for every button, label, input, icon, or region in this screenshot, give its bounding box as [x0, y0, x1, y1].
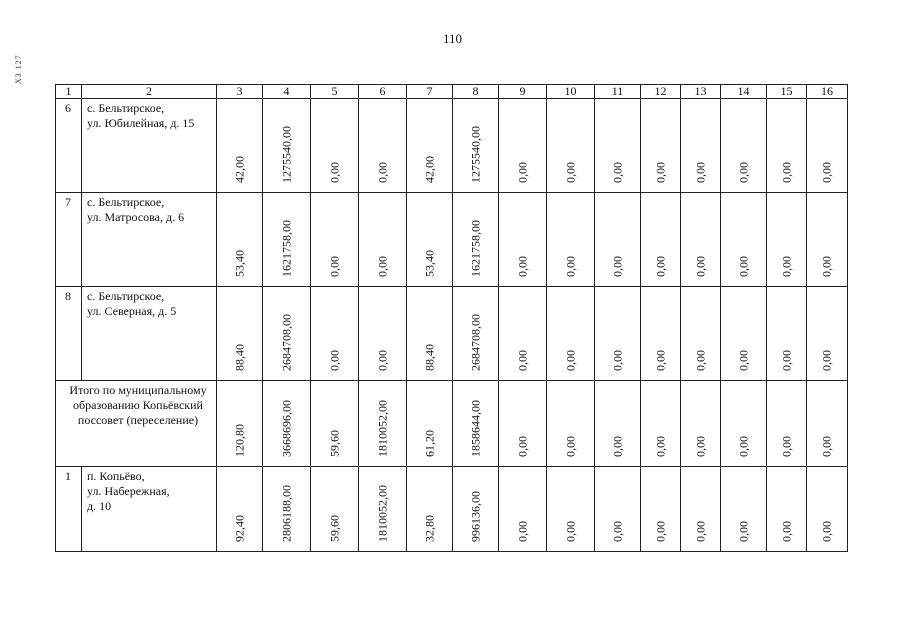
value-cell: 53,40	[422, 250, 436, 277]
value-cell: 88,40	[422, 344, 436, 371]
address-line: ул. Набережная,	[87, 484, 170, 498]
value-cell: 0,00	[327, 162, 341, 183]
value-cell: 0,00	[693, 256, 707, 277]
side-stamp-mark: ХЗ 127	[14, 54, 23, 84]
total-value-cell: 3668696,00	[279, 400, 293, 457]
address-line: ул. Матросова, д. 6	[87, 210, 185, 224]
housing-register-table	[55, 84, 848, 552]
address-line: с. Бельтирское,	[87, 195, 165, 209]
total-value-cell: 120,80	[232, 424, 246, 457]
row-number: 7	[56, 193, 82, 287]
table-row	[56, 287, 848, 381]
column-header: 9	[499, 85, 547, 99]
value-cell: 0,00	[653, 350, 667, 371]
total-value-cell: 61,20	[422, 430, 436, 457]
address-line: д. 10	[87, 499, 112, 513]
value-cell: 1621758,00	[279, 220, 293, 277]
column-header: 5	[311, 85, 359, 99]
value-cell: 0,00	[653, 521, 667, 542]
value-cell: 0,00	[515, 162, 529, 183]
value-cell: 0,00	[327, 350, 341, 371]
column-header: 11	[595, 85, 641, 99]
value-cell: 0,00	[779, 256, 793, 277]
value-cell: 1275540,00	[468, 126, 482, 183]
value-cell: 53,40	[232, 250, 246, 277]
value-cell: 0,00	[563, 521, 577, 542]
address-cell	[82, 193, 217, 287]
column-header: 15	[767, 85, 807, 99]
total-label-cell	[56, 381, 217, 467]
total-label-line: образованию Копьёвский	[73, 398, 203, 412]
row-number: 6	[56, 99, 82, 193]
total-row	[56, 381, 848, 467]
value-cell: 0,00	[693, 350, 707, 371]
value-cell: 88,40	[232, 344, 246, 371]
address-cell	[82, 467, 217, 552]
value-cell: 0,00	[563, 350, 577, 371]
value-cell: 0,00	[819, 521, 834, 542]
column-header: 2	[82, 85, 217, 99]
column-header: 8	[453, 85, 499, 99]
address-line: с. Бельтирское,	[87, 101, 165, 115]
value-cell: 0,00	[610, 350, 624, 371]
value-cell: 0,00	[693, 521, 707, 542]
column-header: 3	[217, 85, 263, 99]
column-header: 4	[263, 85, 311, 99]
total-value-cell: 0,00	[693, 436, 707, 457]
total-value-cell: 1810052,00	[375, 400, 389, 457]
value-cell: 0,00	[819, 256, 834, 277]
column-header: 1	[56, 85, 82, 99]
total-label-line: поссовет (переселение)	[77, 413, 199, 427]
value-cell: 996136,00	[468, 491, 482, 542]
total-value-cell: 0,00	[563, 436, 577, 457]
value-cell: 2684708,00	[279, 314, 293, 371]
value-cell: 0,00	[819, 162, 834, 183]
value-cell: 0,00	[779, 162, 793, 183]
value-cell: 42,00	[232, 156, 246, 183]
total-value-cell: 0,00	[819, 436, 834, 457]
value-cell: 0,00	[779, 521, 793, 542]
value-cell: 0,00	[515, 256, 529, 277]
value-cell: 0,00	[819, 350, 834, 371]
table-row	[56, 467, 848, 552]
value-cell: 0,00	[653, 162, 667, 183]
row-number: 8	[56, 287, 82, 381]
value-cell: 0,00	[610, 521, 624, 542]
value-cell: 2684708,00	[468, 314, 482, 371]
value-cell: 0,00	[736, 162, 750, 183]
value-cell: 0,00	[693, 162, 707, 183]
total-value-cell: 0,00	[653, 436, 667, 457]
total-value-cell: 1858644,00	[468, 400, 482, 457]
table-row	[56, 99, 848, 193]
address-line: п. Копьёво,	[87, 469, 145, 483]
page-number: 110	[442, 31, 463, 46]
total-value-cell: 59,60	[327, 430, 341, 457]
value-cell: 0,00	[736, 350, 750, 371]
value-cell: 0,00	[610, 162, 624, 183]
value-cell: 0,00	[653, 256, 667, 277]
value-cell: 0,00	[779, 350, 793, 371]
column-header: 10	[547, 85, 595, 99]
value-cell: 0,00	[563, 162, 577, 183]
value-cell: 0,00	[375, 162, 389, 183]
total-value-cell: 0,00	[736, 436, 750, 457]
value-cell: 0,00	[515, 521, 529, 542]
address-cell	[82, 99, 217, 193]
value-cell: 0,00	[375, 256, 389, 277]
value-cell: 2806188,00	[279, 485, 293, 542]
total-value-cell: 0,00	[779, 436, 793, 457]
value-cell: 59,60	[327, 515, 341, 542]
address-line: ул. Северная, д. 5	[87, 304, 177, 318]
value-cell: 0,00	[610, 256, 624, 277]
total-label-line: Итого по муниципальному	[69, 383, 207, 397]
column-header: 14	[721, 85, 767, 99]
value-cell: 0,00	[375, 350, 389, 371]
value-cell: 42,00	[422, 156, 436, 183]
value-cell: 1810052,00	[375, 485, 389, 542]
value-cell: 32,80	[422, 515, 436, 542]
address-line: ул. Юбилейная, д. 15	[87, 116, 195, 130]
value-cell: 1275540,00	[279, 126, 293, 183]
column-header: 12	[641, 85, 681, 99]
row-number: 1	[56, 467, 82, 552]
value-cell: 1621758,00	[468, 220, 482, 277]
column-header: 13	[681, 85, 721, 99]
address-cell	[82, 287, 217, 381]
value-cell: 92,40	[232, 515, 246, 542]
value-cell: 0,00	[736, 521, 750, 542]
column-header: 6	[359, 85, 407, 99]
value-cell: 0,00	[515, 350, 529, 371]
address-line: с. Бельтирское,	[87, 289, 165, 303]
value-cell: 0,00	[563, 256, 577, 277]
column-header: 7	[407, 85, 453, 99]
column-header: 16	[807, 85, 848, 99]
table-row	[56, 193, 848, 287]
column-number-header-row	[56, 85, 848, 99]
total-value-cell: 0,00	[515, 436, 529, 457]
total-value-cell: 0,00	[610, 436, 624, 457]
value-cell: 0,00	[327, 256, 341, 277]
value-cell: 0,00	[736, 256, 750, 277]
